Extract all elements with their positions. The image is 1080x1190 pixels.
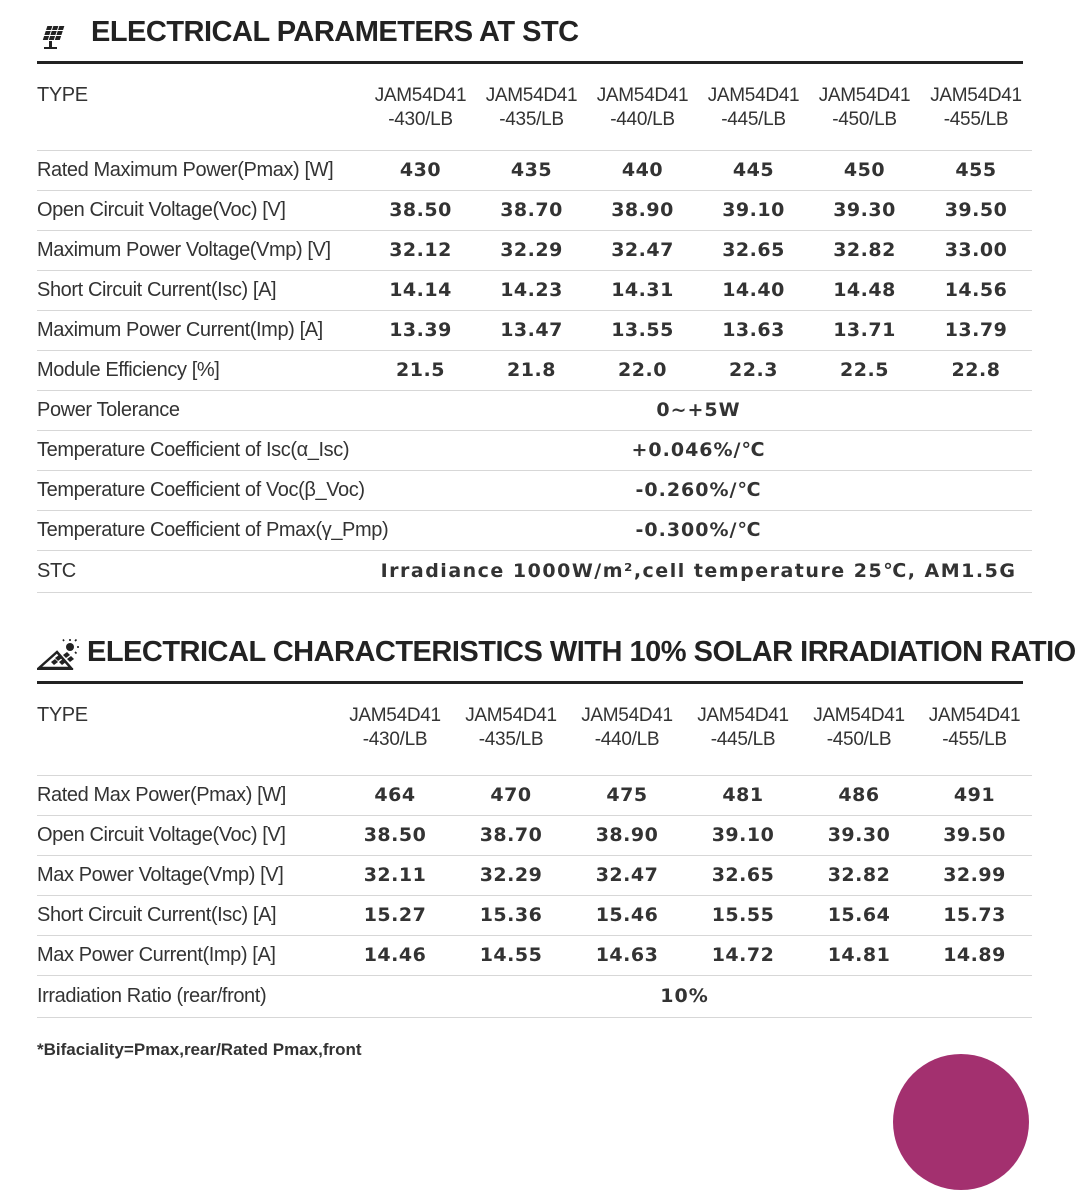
- model-header: JAM54D41 -430/LB: [365, 74, 476, 150]
- cell-value: 14.72: [685, 935, 801, 975]
- cell-value: 15.46: [569, 895, 685, 935]
- cell-value: 464: [337, 775, 453, 815]
- table-row: [37, 935, 1032, 975]
- row-label: Max Power Current(Imp) [A]: [37, 935, 337, 975]
- solar-panel-icon: [38, 24, 66, 50]
- cell-value: 13.39: [365, 310, 476, 350]
- row-label: Maximum Power Current(Imp) [A]: [37, 310, 365, 350]
- table-row: [37, 470, 1032, 510]
- model-header: JAM54D41 -435/LB: [476, 74, 587, 150]
- cell-value: 32.29: [453, 855, 569, 895]
- cell-value: 14.31: [587, 270, 698, 310]
- model-header: JAM54D41 -445/LB: [685, 694, 801, 775]
- row-label: Short Circuit Current(Isc) [A]: [37, 895, 337, 935]
- cell-value: 22.0: [587, 350, 698, 390]
- cell-value: 14.46: [337, 935, 453, 975]
- model-header: JAM54D41 -440/LB: [569, 694, 685, 775]
- cell-value: 15.36: [453, 895, 569, 935]
- solar-roof-icon: [37, 638, 81, 672]
- cell-value: 32.47: [569, 855, 685, 895]
- table-row: [37, 350, 1032, 390]
- cell-value: 32.11: [337, 855, 453, 895]
- cell-value: 15.64: [801, 895, 917, 935]
- cell-value: 38.70: [476, 190, 587, 230]
- table-row: [37, 230, 1032, 270]
- stc-header-row: [37, 74, 1032, 150]
- stc-header: [37, 0, 1032, 60]
- table-row: [37, 550, 1032, 592]
- cell-value: 475: [569, 775, 685, 815]
- cell-value: 445: [698, 150, 809, 190]
- cell-value: 15.73: [917, 895, 1032, 935]
- cell-value: 13.63: [698, 310, 809, 350]
- cell-value: 39.30: [809, 190, 920, 230]
- row-label: Open Circuit Voltage(Voc) [V]: [37, 815, 337, 855]
- table-row: [37, 430, 1032, 470]
- table-row: [37, 190, 1032, 230]
- table-row: [37, 975, 1032, 1017]
- cell-value: 14.23: [476, 270, 587, 310]
- cell-value: 13.79: [920, 310, 1032, 350]
- row-label: Short Circuit Current(Isc) [A]: [37, 270, 365, 310]
- stc-title-rule: [37, 61, 1023, 64]
- cell-value: 39.50: [917, 815, 1032, 855]
- cell-value: 14.55: [453, 935, 569, 975]
- row-label: Maximum Power Voltage(Vmp) [V]: [37, 230, 365, 270]
- cell-value: 32.99: [917, 855, 1032, 895]
- table-row: [37, 895, 1032, 935]
- model-header: JAM54D41 -435/LB: [453, 694, 569, 775]
- cell-value: 13.55: [587, 310, 698, 350]
- model-header: JAM54D41 -445/LB: [698, 74, 809, 150]
- cell-value: 14.81: [801, 935, 917, 975]
- table-row: [37, 150, 1032, 190]
- cell-value: 21.8: [476, 350, 587, 390]
- row-label: Power Tolerance: [37, 390, 365, 430]
- table-row: [37, 815, 1032, 855]
- cell-value: 14.14: [365, 270, 476, 310]
- cell-value: 14.48: [809, 270, 920, 310]
- stc-section: [37, 0, 1032, 582]
- model-header: JAM54D41 -430/LB: [337, 694, 453, 775]
- row-label: Irradiation Ratio (rear/front): [37, 975, 337, 1017]
- model-header: JAM54D41 -455/LB: [920, 74, 1032, 150]
- bifaciality-footnote: *Bifaciality=Pmax,rear/Rated Pmax,front: [37, 1040, 362, 1059]
- cell-value: 15.27: [337, 895, 453, 935]
- cell-value: 32.82: [801, 855, 917, 895]
- cell-value: 38.50: [337, 815, 453, 855]
- row-label: Temperature Coefficient of Isc(α_Isc): [37, 430, 365, 470]
- cell-value: 38.50: [365, 190, 476, 230]
- cell-value: 39.10: [698, 190, 809, 230]
- model-header: JAM54D41 -440/LB: [587, 74, 698, 150]
- cell-value: 39.50: [920, 190, 1032, 230]
- stc-title: ELECTRICAL PARAMETERS AT STC: [91, 16, 579, 48]
- stc-table: [37, 74, 1032, 593]
- row-label: Temperature Coefficient of Pmax(γ_Pmp): [37, 510, 365, 550]
- cell-value: 21.5: [365, 350, 476, 390]
- cell-value: 470: [453, 775, 569, 815]
- row-label: Open Circuit Voltage(Voc) [V]: [37, 190, 365, 230]
- bifacial-section: [37, 620, 1076, 1007]
- cell-value: 455: [920, 150, 1032, 190]
- model-header: JAM54D41 -450/LB: [801, 694, 917, 775]
- decorative-circle: [893, 1054, 1029, 1190]
- table-row: [37, 510, 1032, 550]
- row-label: Max Power Voltage(Vmp) [V]: [37, 855, 337, 895]
- merged-value: Irradiance 1000W/m²,cell temperature 25℃, AM1.5G: [365, 550, 1032, 592]
- cell-value: 14.56: [920, 270, 1032, 310]
- table-row: [37, 390, 1032, 430]
- merged-value: -0.300%/℃: [365, 510, 1032, 550]
- cell-value: 32.82: [809, 230, 920, 270]
- merged-value: 10%: [337, 975, 1032, 1017]
- cell-value: 14.40: [698, 270, 809, 310]
- cell-value: 450: [809, 150, 920, 190]
- cell-value: 38.90: [587, 190, 698, 230]
- table-row: [37, 310, 1032, 350]
- bifacial-table: [37, 694, 1032, 1018]
- table-row: [37, 270, 1032, 310]
- cell-value: 430: [365, 150, 476, 190]
- merged-value: 0~+5W: [365, 390, 1032, 430]
- cell-value: 486: [801, 775, 917, 815]
- cell-value: 32.29: [476, 230, 587, 270]
- cell-value: 32.47: [587, 230, 698, 270]
- table-row: [37, 775, 1032, 815]
- cell-value: 481: [685, 775, 801, 815]
- cell-value: 32.12: [365, 230, 476, 270]
- bifacial-header: [37, 620, 1076, 680]
- cell-value: 13.47: [476, 310, 587, 350]
- cell-value: 22.3: [698, 350, 809, 390]
- cell-value: 39.30: [801, 815, 917, 855]
- row-label: Rated Max Power(Pmax) [W]: [37, 775, 337, 815]
- type-label: TYPE: [37, 694, 337, 775]
- bifacial-title-rule: [37, 681, 1023, 684]
- merged-value: -0.260%/℃: [365, 470, 1032, 510]
- merged-value: +0.046%/℃: [365, 430, 1032, 470]
- cell-value: 22.5: [809, 350, 920, 390]
- cell-value: 435: [476, 150, 587, 190]
- row-label: Rated Maximum Power(Pmax) [W]: [37, 150, 365, 190]
- cell-value: 491: [917, 775, 1032, 815]
- cell-value: 440: [587, 150, 698, 190]
- cell-value: 32.65: [698, 230, 809, 270]
- cell-value: 13.71: [809, 310, 920, 350]
- type-label: TYPE: [37, 74, 365, 150]
- bifacial-header-row: [37, 694, 1032, 775]
- model-header: JAM54D41 -455/LB: [917, 694, 1032, 775]
- cell-value: 38.70: [453, 815, 569, 855]
- table-row: [37, 855, 1032, 895]
- cell-value: 33.00: [920, 230, 1032, 270]
- cell-value: 14.89: [917, 935, 1032, 975]
- bifacial-title: ELECTRICAL CHARACTERISTICS WITH 10% SOLAR IRRADIATION RATIO: [87, 636, 1076, 668]
- cell-value: 15.55: [685, 895, 801, 935]
- cell-value: 14.63: [569, 935, 685, 975]
- row-label: STC: [37, 550, 365, 592]
- row-label: Module Efficiency [%]: [37, 350, 365, 390]
- cell-value: 39.10: [685, 815, 801, 855]
- cell-value: 32.65: [685, 855, 801, 895]
- cell-value: 22.8: [920, 350, 1032, 390]
- cell-value: 38.90: [569, 815, 685, 855]
- model-header: JAM54D41 -450/LB: [809, 74, 920, 150]
- row-label: Temperature Coefficient of Voc(β_Voc): [37, 470, 365, 510]
